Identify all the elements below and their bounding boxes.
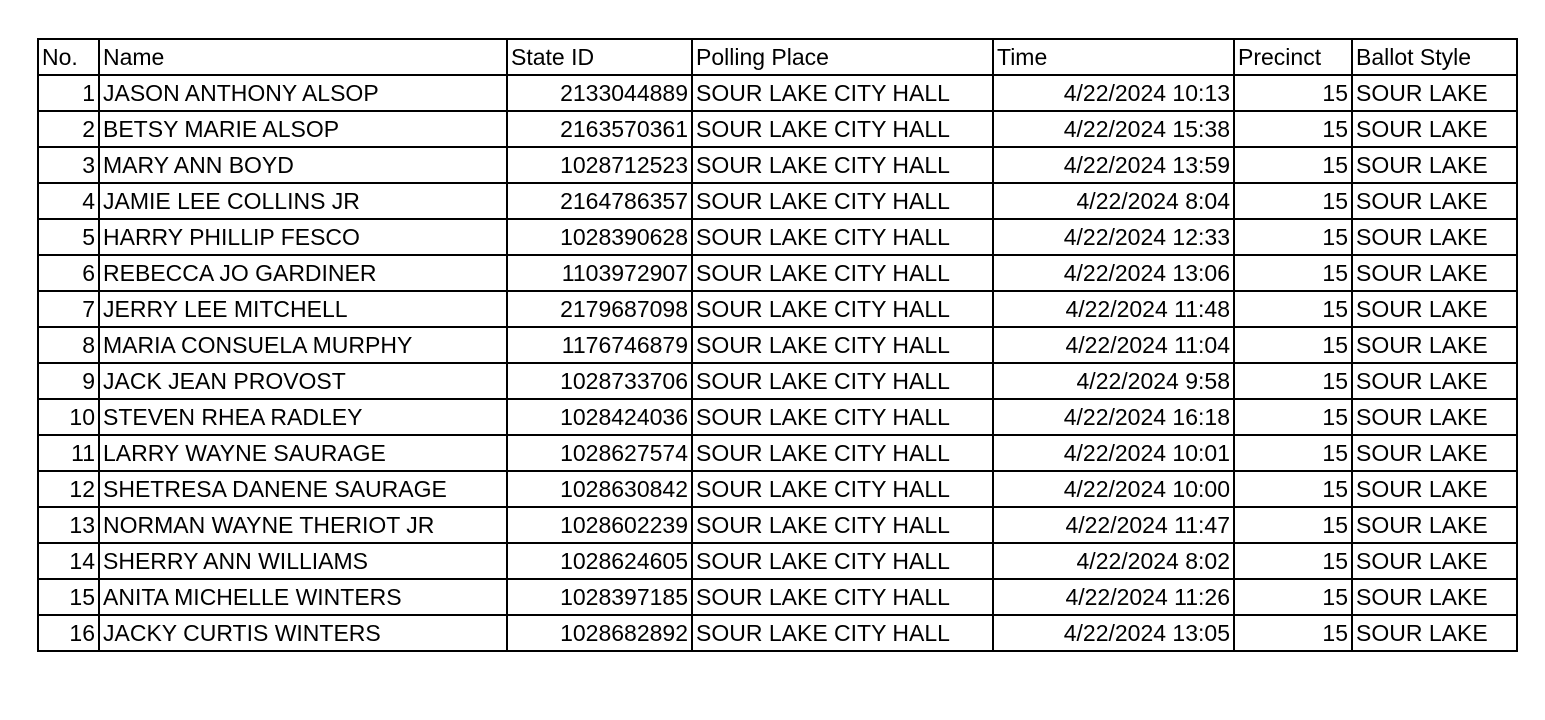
- cell-state-id: 2133044889: [507, 75, 692, 111]
- cell-no: 3: [38, 147, 99, 183]
- cell-no: 2: [38, 111, 99, 147]
- cell-polling-place: SOUR LAKE CITY HALL: [692, 363, 993, 399]
- cell-polling-place: SOUR LAKE CITY HALL: [692, 183, 993, 219]
- cell-polling-place: SOUR LAKE CITY HALL: [692, 507, 993, 543]
- table-row: [38, 471, 1517, 507]
- cell-state-id: 1028602239: [507, 507, 692, 543]
- table-row: [38, 543, 1517, 579]
- cell-ballot-style: SOUR LAKE: [1352, 363, 1517, 399]
- cell-name: STEVEN RHEA RADLEY: [99, 399, 507, 435]
- table-row: [38, 219, 1517, 255]
- table-row: [38, 363, 1517, 399]
- table-row: [38, 399, 1517, 435]
- cell-no: 14: [38, 543, 99, 579]
- cell-time: 4/22/2024 16:18: [993, 399, 1234, 435]
- cell-time: 4/22/2024 11:04: [993, 327, 1234, 363]
- cell-ballot-style: SOUR LAKE: [1352, 255, 1517, 291]
- header-polling-place: Polling Place: [692, 39, 993, 75]
- cell-precinct: 15: [1234, 363, 1352, 399]
- cell-precinct: 15: [1234, 471, 1352, 507]
- cell-precinct: 15: [1234, 75, 1352, 111]
- cell-no: 7: [38, 291, 99, 327]
- cell-polling-place: SOUR LAKE CITY HALL: [692, 615, 993, 651]
- table-row: [38, 435, 1517, 471]
- cell-polling-place: SOUR LAKE CITY HALL: [692, 399, 993, 435]
- cell-precinct: 15: [1234, 615, 1352, 651]
- cell-time: 4/22/2024 13:05: [993, 615, 1234, 651]
- cell-polling-place: SOUR LAKE CITY HALL: [692, 255, 993, 291]
- cell-state-id: 1028733706: [507, 363, 692, 399]
- cell-ballot-style: SOUR LAKE: [1352, 219, 1517, 255]
- cell-name: MARY ANN BOYD: [99, 147, 507, 183]
- cell-state-id: 1103972907: [507, 255, 692, 291]
- cell-no: 4: [38, 183, 99, 219]
- cell-time: 4/22/2024 8:04: [993, 183, 1234, 219]
- cell-state-id: 1028630842: [507, 471, 692, 507]
- cell-state-id: 2179687098: [507, 291, 692, 327]
- cell-polling-place: SOUR LAKE CITY HALL: [692, 471, 993, 507]
- cell-ballot-style: SOUR LAKE: [1352, 399, 1517, 435]
- cell-no: 6: [38, 255, 99, 291]
- cell-state-id: 1176746879: [507, 327, 692, 363]
- cell-time: 4/22/2024 11:26: [993, 579, 1234, 615]
- cell-precinct: 15: [1234, 291, 1352, 327]
- cell-polling-place: SOUR LAKE CITY HALL: [692, 327, 993, 363]
- cell-polling-place: SOUR LAKE CITY HALL: [692, 219, 993, 255]
- cell-precinct: 15: [1234, 579, 1352, 615]
- cell-no: 11: [38, 435, 99, 471]
- cell-ballot-style: SOUR LAKE: [1352, 435, 1517, 471]
- cell-state-id: 2164786357: [507, 183, 692, 219]
- cell-ballot-style: SOUR LAKE: [1352, 543, 1517, 579]
- cell-precinct: 15: [1234, 543, 1352, 579]
- table-row: [38, 327, 1517, 363]
- cell-name: BETSY MARIE ALSOP: [99, 111, 507, 147]
- cell-no: 12: [38, 471, 99, 507]
- cell-polling-place: SOUR LAKE CITY HALL: [692, 579, 993, 615]
- header-precinct: Precinct: [1234, 39, 1352, 75]
- cell-ballot-style: SOUR LAKE: [1352, 615, 1517, 651]
- cell-time: 4/22/2024 10:13: [993, 75, 1234, 111]
- cell-ballot-style: SOUR LAKE: [1352, 507, 1517, 543]
- cell-name: HARRY PHILLIP FESCO: [99, 219, 507, 255]
- cell-name: JAMIE LEE COLLINS JR: [99, 183, 507, 219]
- table-row: [38, 291, 1517, 327]
- cell-name: ANITA MICHELLE WINTERS: [99, 579, 507, 615]
- table-header: [38, 39, 1517, 75]
- header-ballot-style: Ballot Style: [1352, 39, 1517, 75]
- cell-state-id: 1028712523: [507, 147, 692, 183]
- cell-no: 5: [38, 219, 99, 255]
- cell-name: JERRY LEE MITCHELL: [99, 291, 507, 327]
- cell-polling-place: SOUR LAKE CITY HALL: [692, 435, 993, 471]
- cell-no: 13: [38, 507, 99, 543]
- voter-roster-table: [37, 38, 1518, 652]
- cell-no: 9: [38, 363, 99, 399]
- table-row: [38, 579, 1517, 615]
- cell-precinct: 15: [1234, 399, 1352, 435]
- cell-no: 8: [38, 327, 99, 363]
- cell-ballot-style: SOUR LAKE: [1352, 111, 1517, 147]
- cell-no: 10: [38, 399, 99, 435]
- cell-ballot-style: SOUR LAKE: [1352, 579, 1517, 615]
- cell-time: 4/22/2024 10:00: [993, 471, 1234, 507]
- cell-ballot-style: SOUR LAKE: [1352, 75, 1517, 111]
- cell-name: JACK JEAN PROVOST: [99, 363, 507, 399]
- table-row: [38, 507, 1517, 543]
- table-row: [38, 255, 1517, 291]
- cell-state-id: 1028627574: [507, 435, 692, 471]
- cell-precinct: 15: [1234, 219, 1352, 255]
- cell-name: MARIA CONSUELA MURPHY: [99, 327, 507, 363]
- cell-name: LARRY WAYNE SAURAGE: [99, 435, 507, 471]
- cell-precinct: 15: [1234, 255, 1352, 291]
- cell-time: 4/22/2024 11:47: [993, 507, 1234, 543]
- header-name: Name: [99, 39, 507, 75]
- cell-no: 1: [38, 75, 99, 111]
- table-row: [38, 183, 1517, 219]
- cell-time: 4/22/2024 8:02: [993, 543, 1234, 579]
- header-state-id: State ID: [507, 39, 692, 75]
- cell-name: JASON ANTHONY ALSOP: [99, 75, 507, 111]
- cell-time: 4/22/2024 12:33: [993, 219, 1234, 255]
- cell-ballot-style: SOUR LAKE: [1352, 291, 1517, 327]
- header-no: No.: [38, 39, 99, 75]
- cell-state-id: 1028397185: [507, 579, 692, 615]
- cell-name: SHERRY ANN WILLIAMS: [99, 543, 507, 579]
- cell-no: 16: [38, 615, 99, 651]
- cell-precinct: 15: [1234, 183, 1352, 219]
- cell-state-id: 1028424036: [507, 399, 692, 435]
- cell-precinct: 15: [1234, 327, 1352, 363]
- cell-time: 4/22/2024 11:48: [993, 291, 1234, 327]
- cell-time: 4/22/2024 15:38: [993, 111, 1234, 147]
- cell-precinct: 15: [1234, 507, 1352, 543]
- table-row: [38, 111, 1517, 147]
- cell-state-id: 1028682892: [507, 615, 692, 651]
- cell-ballot-style: SOUR LAKE: [1352, 327, 1517, 363]
- table-row: [38, 75, 1517, 111]
- cell-precinct: 15: [1234, 435, 1352, 471]
- header-row: [38, 39, 1517, 75]
- cell-state-id: 1028624605: [507, 543, 692, 579]
- cell-precinct: 15: [1234, 111, 1352, 147]
- cell-ballot-style: SOUR LAKE: [1352, 147, 1517, 183]
- cell-ballot-style: SOUR LAKE: [1352, 183, 1517, 219]
- cell-time: 4/22/2024 13:59: [993, 147, 1234, 183]
- cell-name: SHETRESA DANENE SAURAGE: [99, 471, 507, 507]
- cell-time: 4/22/2024 13:06: [993, 255, 1234, 291]
- cell-polling-place: SOUR LAKE CITY HALL: [692, 291, 993, 327]
- cell-polling-place: SOUR LAKE CITY HALL: [692, 111, 993, 147]
- cell-no: 15: [38, 579, 99, 615]
- cell-polling-place: SOUR LAKE CITY HALL: [692, 75, 993, 111]
- table-row: [38, 147, 1517, 183]
- cell-name: JACKY CURTIS WINTERS: [99, 615, 507, 651]
- cell-time: 4/22/2024 10:01: [993, 435, 1234, 471]
- cell-polling-place: SOUR LAKE CITY HALL: [692, 147, 993, 183]
- cell-name: NORMAN WAYNE THERIOT JR: [99, 507, 507, 543]
- table-body: [38, 75, 1517, 651]
- cell-ballot-style: SOUR LAKE: [1352, 471, 1517, 507]
- table-row: [38, 615, 1517, 651]
- cell-polling-place: SOUR LAKE CITY HALL: [692, 543, 993, 579]
- cell-name: REBECCA JO GARDINER: [99, 255, 507, 291]
- cell-time: 4/22/2024 9:58: [993, 363, 1234, 399]
- cell-state-id: 1028390628: [507, 219, 692, 255]
- cell-state-id: 2163570361: [507, 111, 692, 147]
- cell-precinct: 15: [1234, 147, 1352, 183]
- header-time: Time: [993, 39, 1234, 75]
